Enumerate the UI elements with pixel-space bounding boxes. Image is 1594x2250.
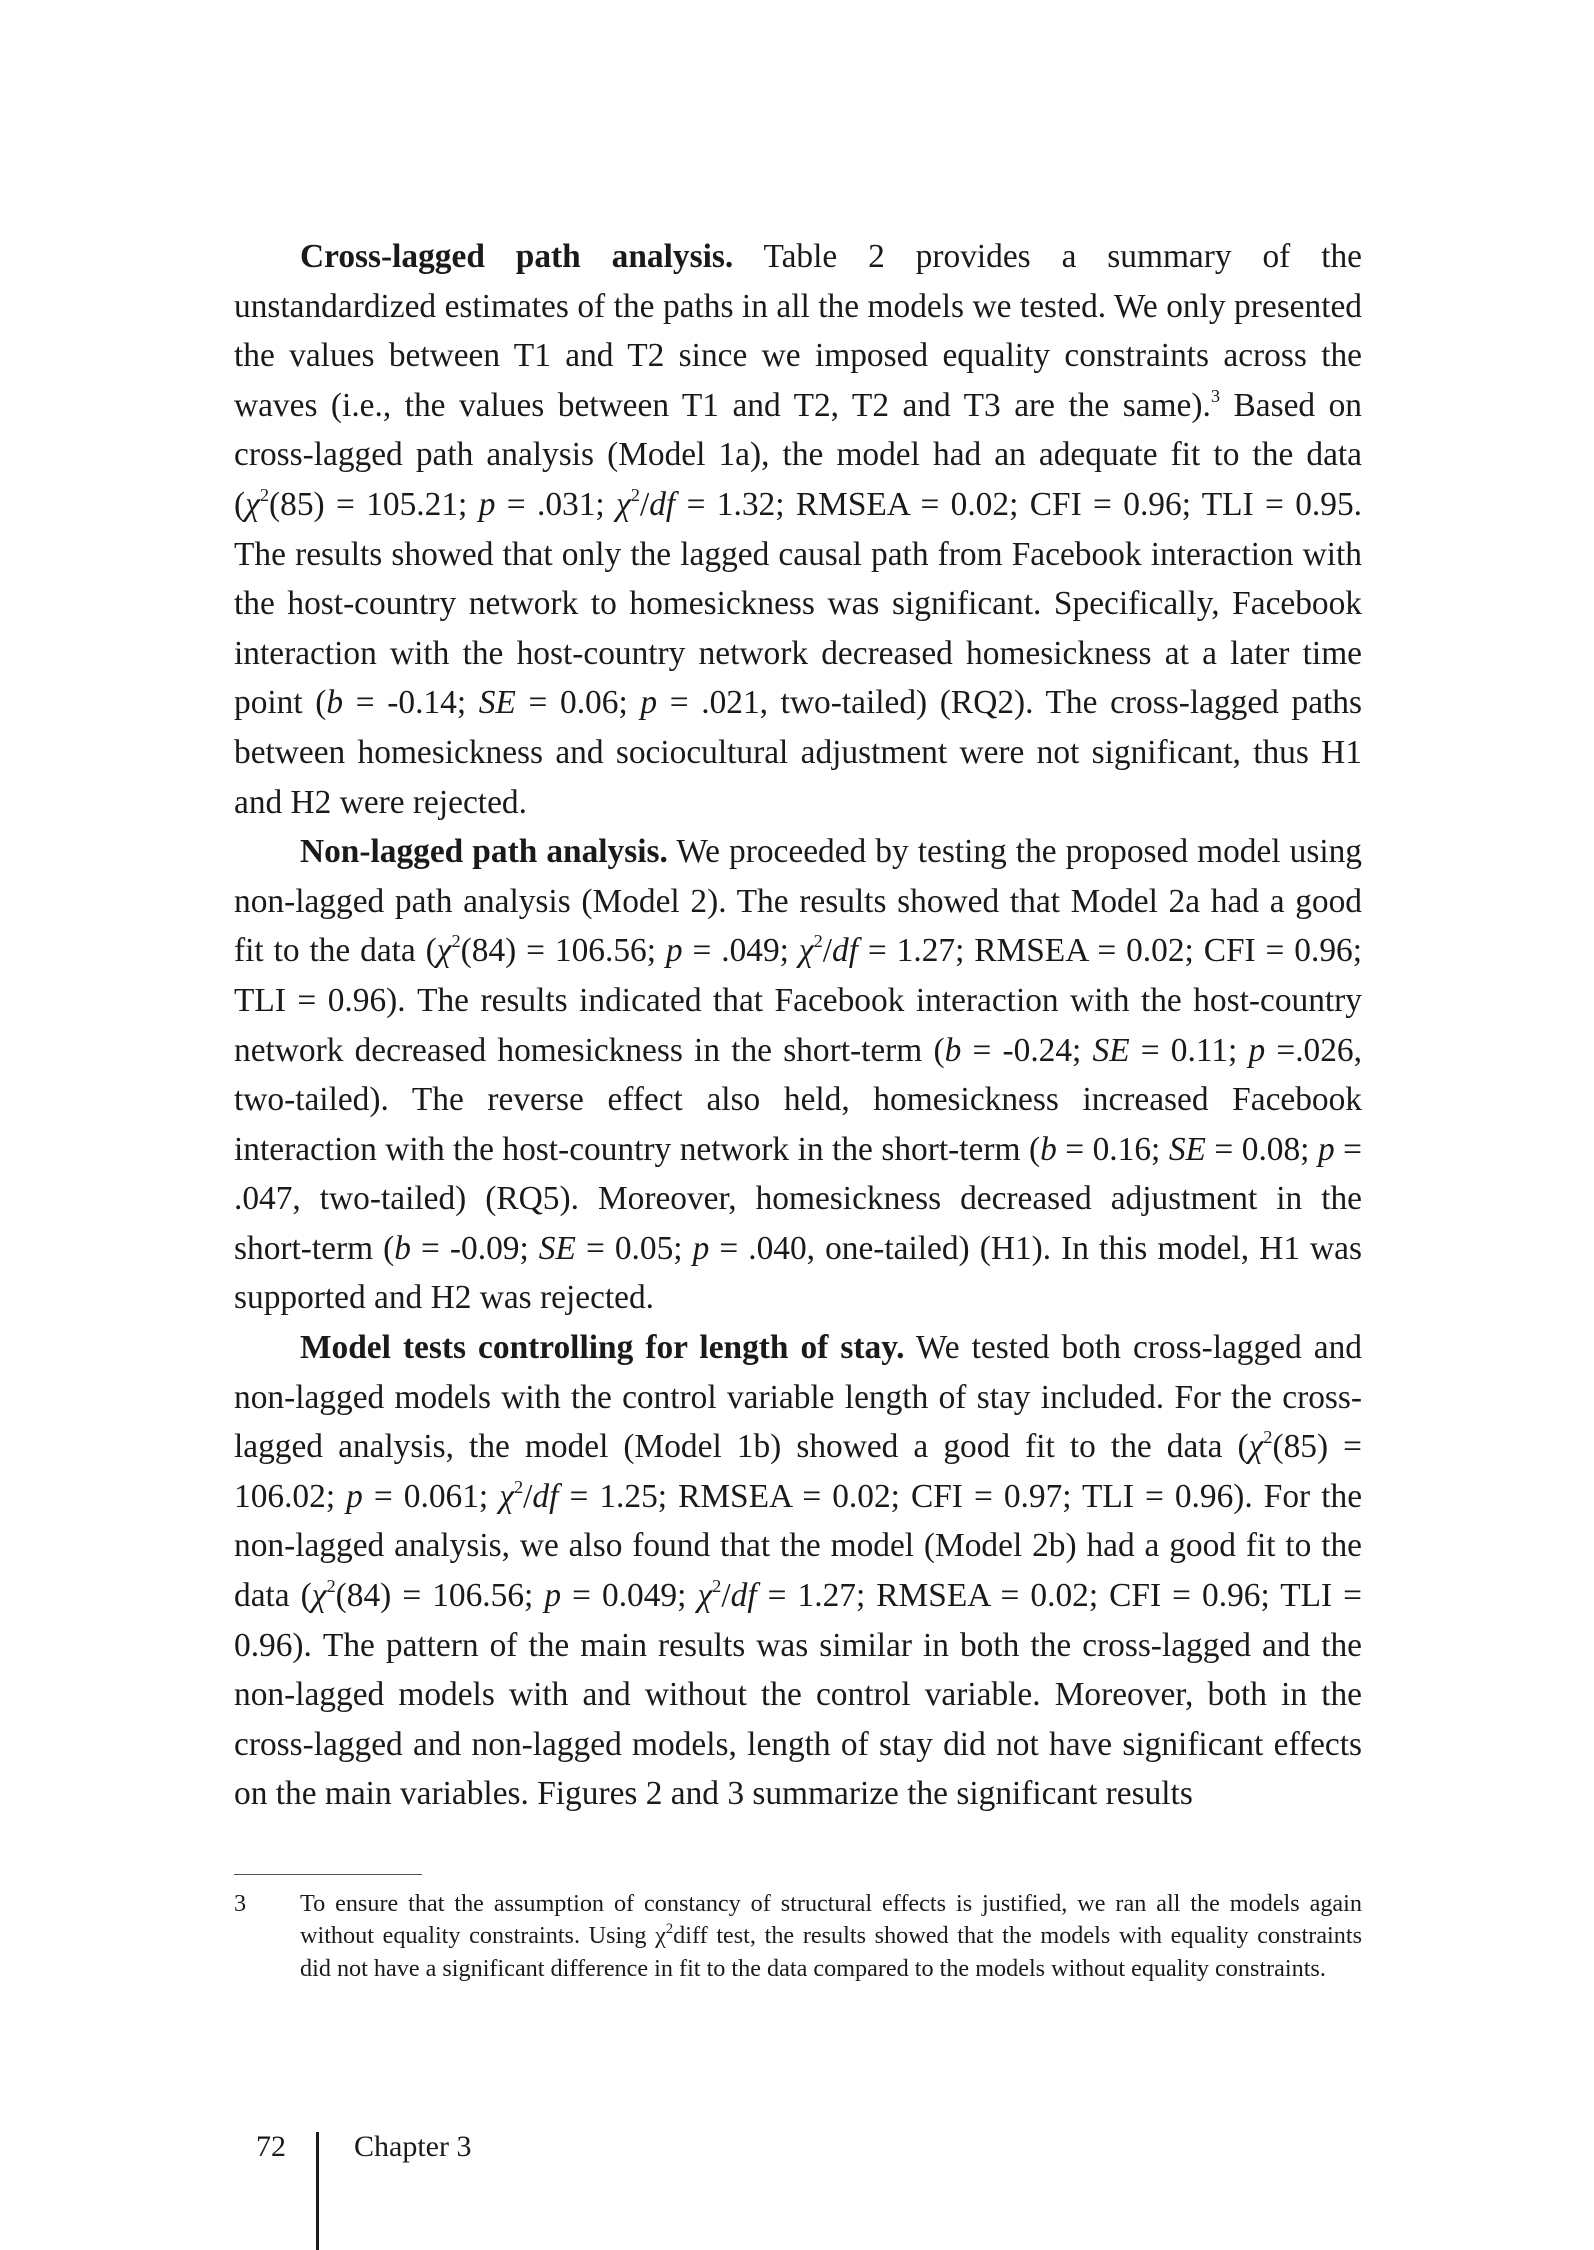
italic-symbol: p [1317, 1130, 1335, 1168]
italic-symbol: χ [499, 1477, 514, 1515]
text-run: = 0.049; [561, 1577, 698, 1615]
page-body [234, 232, 1362, 1819]
text-run: / [523, 1477, 533, 1515]
italic-symbol: SE [1168, 1130, 1206, 1168]
text-run: = 1.25; RMSEA = 0.02; CFI = 0.97; TLI = 0.96). For the non-lagged analysis, we also found that the model (Model 2b) had a good fit to the data ( [234, 1477, 1363, 1615]
italic-symbol: b [394, 1229, 411, 1267]
text-run: = .049; [682, 932, 799, 970]
page-number: 72 [256, 2130, 286, 2163]
text-run: = 0.061; [362, 1477, 500, 1515]
footnote-text [300, 1888, 1362, 1985]
italic-symbol: b [1040, 1130, 1057, 1168]
superscript: 2 [326, 1576, 336, 1597]
superscript: 2 [712, 1576, 722, 1597]
text-run: / [639, 485, 650, 523]
footnote-number: 3 [234, 1890, 247, 1917]
running-head: Chapter 3 [354, 2130, 472, 2163]
text-run: = .031; [495, 485, 617, 523]
italic-symbol: χ [798, 932, 814, 970]
text-run: = -0.14; [343, 684, 479, 722]
footer-divider [316, 2132, 319, 2250]
italic-symbol: df [730, 1577, 757, 1615]
text-run: = -0.24; [961, 1031, 1093, 1069]
italic-symbol: df [649, 485, 676, 523]
italic-symbol: χ [1248, 1428, 1264, 1466]
text-run: =.026, two-tailed). The reverse effect also held, homesickness increased Facebook interaction with the host-country network in the short-term ( [234, 1031, 1362, 1168]
text-run: / [822, 932, 833, 970]
superscript: 2 [630, 485, 640, 506]
text-run: = 1.27; RMSEA = 0.02; CFI = 0.96; TLI = 0.96). The results indicated that Facebook interaction with the host-country network decreased homesickness in the short-term ( [234, 932, 1362, 1069]
text-run: Table 2 provides a summary of the unstandardized estimates of the paths in all the models we tested. We only presented the values between T1 and T2 since we imposed equality constraints across the waves (i.e., the values between T1 and T2, T2 and T3 are the same). [234, 238, 1362, 424]
italic-symbol: df [832, 932, 859, 970]
italic-symbol: χ [436, 932, 452, 970]
text-run: diff test, the results showed that the models with equality constraints did not have a significant difference in fit to the data compared to the models without equality constraints. [300, 1922, 1362, 1982]
italic-symbol: b [944, 1031, 962, 1069]
paragraph-cross-lagged [234, 232, 1362, 827]
italic-symbol: p [640, 684, 658, 722]
superscript: 2 [513, 1476, 524, 1497]
paragraph-text [234, 833, 1362, 1316]
text-run: = 0.06; [515, 684, 641, 722]
superscript: 2 [1263, 1427, 1273, 1448]
text-run: (85) = 106.02; [234, 1428, 1362, 1515]
italic-symbol: SE [538, 1229, 576, 1267]
superscript: 3 [1210, 385, 1220, 406]
paragraph-text [234, 1329, 1362, 1812]
text-run: = .021, two-tailed) (RQ2). The cross-lagged paths between homesickness and sociocultural adjustment were not significant, thus H1 and H2 were rejected. [234, 684, 1362, 821]
heading-length-of-stay: Model tests controlling for length of stay. [300, 1329, 905, 1367]
text-run: / [721, 1577, 731, 1615]
footnote-rule [234, 1874, 422, 1875]
text-run: = 0.11; [1129, 1031, 1249, 1069]
heading-cross-lagged: Cross-lagged path analysis. [300, 238, 734, 275]
italic-symbol: p [346, 1477, 363, 1515]
text-run: = 1.32; RMSEA = 0.02; CFI = 0.96; TLI = 0.95. The results showed that only the lagged causal path from Facebook interaction with the host-country network to homesickness was significant. Specifically, Facebook interaction with the host-country network decreased homesickness at a later time point ( [234, 485, 1363, 722]
text-run: = -0.09; [410, 1229, 539, 1267]
text-run: To ensure that the assumption of constancy of structural effects is justified, we ran all the models again without equality constraints. Using χ [300, 1890, 1362, 1950]
italic-symbol: p [1248, 1031, 1266, 1069]
italic-symbol: p [665, 932, 683, 970]
text-run: Based on cross-lagged path analysis (Model 1a), the model had an adequate fit to the data ( [234, 386, 1362, 523]
text-run: = 0.08; [1205, 1130, 1318, 1168]
text-run: = 0.16; [1056, 1130, 1169, 1168]
superscript: 2 [451, 931, 461, 952]
italic-symbol: df [532, 1477, 559, 1515]
text-run: = .047, two-tailed) (RQ5). Moreover, homesickness decreased adjustment in the short-term ( [234, 1130, 1362, 1267]
paragraph-length-of-stay [234, 1323, 1362, 1819]
superscript: 2 [665, 1920, 674, 1937]
italic-symbol: b [326, 684, 344, 722]
text-run: (84) = 106.56; [335, 1577, 545, 1615]
text-run: (84) = 106.56; [460, 932, 666, 970]
heading-non-lagged: Non-lagged path analysis. [300, 833, 668, 871]
text-run: = 1.27; RMSEA = 0.02; CFI = 0.96; TLI = 0.96). The pattern of the main results was similar in both the cross-lagged and the non-lagged models with and without the control variable. Moreover, both in the cross-lagged and non-lagged models, length of stay did not have significant effects on the main variables. Figures 2 and 3 summarize the significant results [234, 1577, 1362, 1813]
italic-symbol: χ [616, 485, 631, 523]
italic-symbol: SE [1092, 1031, 1130, 1069]
text-run: We tested both cross-lagged and non-lagged models with the control variable length of stay included. For the cross-lagged analysis, the model (Model 1b) showed a good fit to the data ( [234, 1329, 1362, 1466]
italic-symbol: χ [697, 1577, 713, 1615]
paragraph-non-lagged [234, 827, 1362, 1323]
footnote [234, 1888, 1362, 1985]
paragraph-text [234, 238, 1362, 821]
text-run: = 0.05; [575, 1229, 693, 1267]
text-run: = .040, one-tailed) (H1). In this model, H1 was supported and H2 was rejected. [234, 1229, 1362, 1317]
text-run: (85) = 105.21; [269, 485, 479, 523]
italic-symbol: SE [478, 684, 516, 722]
italic-symbol: p [544, 1577, 562, 1615]
superscript: 2 [813, 931, 823, 952]
italic-symbol: χ [245, 485, 260, 523]
italic-symbol: p [478, 485, 496, 523]
text-run: We proceeded by testing the proposed model using non-lagged path analysis (Model 2). The results showed that Model 2a had a good fit to the data ( [234, 833, 1362, 970]
italic-symbol: p [692, 1229, 710, 1267]
superscript: 2 [259, 485, 270, 506]
italic-symbol: χ [311, 1577, 327, 1615]
